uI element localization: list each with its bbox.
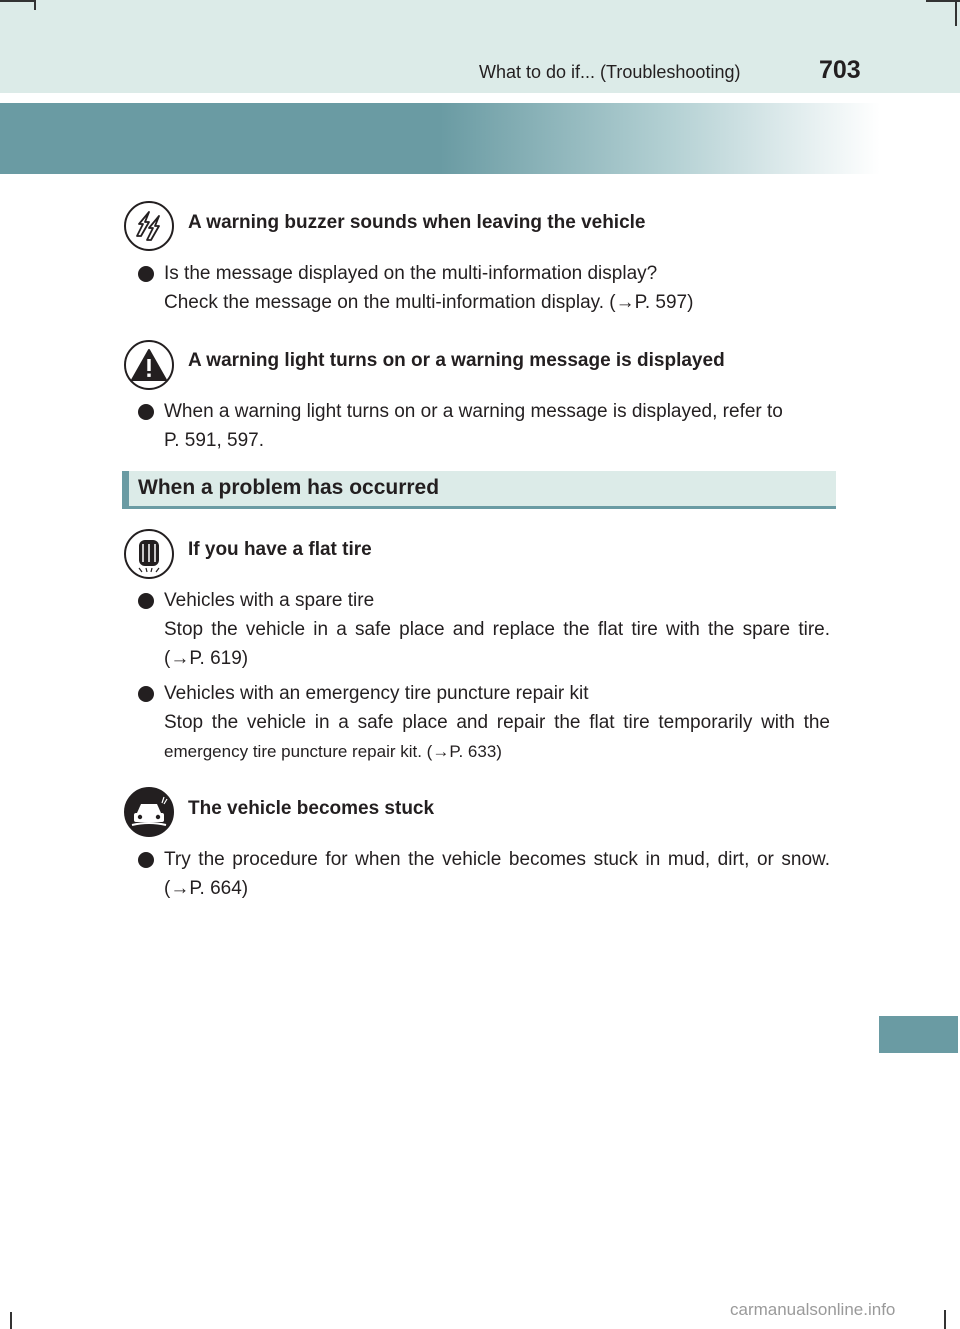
warning-buzzer-icon [124,201,174,251]
bullet-line: Stop the vehicle in a safe place and repair the flat tire temporarily with the [164,712,830,733]
bullet-line: (→P. 619) [164,648,249,669]
stuck-vehicle-icon [124,787,174,837]
bullet-text [164,259,830,317]
bullet-dot [138,593,154,609]
bullet-text [164,679,830,766]
crop-mark-bottom-left [10,1312,12,1329]
crop-mark-top-right-v [955,0,957,26]
item-heading: The vehicle becomes stuck [188,798,435,819]
bullet-text [164,586,830,673]
bullet-line: emergency tire puncture repair kit. (→P. 633) [164,742,502,761]
bullet-line: Stop the vehicle in a safe place and replace the flat tire with the spare tire. [164,619,830,640]
bullet-text [164,397,830,455]
bullet-line: P. 591, 597. [164,430,265,451]
bullet-text [164,845,830,903]
crop-mark-top-left-v [34,0,36,10]
bullet-line: When a warning light turns on or a warning message is displayed, refer to [164,401,783,422]
section-header [122,471,836,509]
section-title: When a problem has occurred [138,476,440,499]
chapter-band [0,103,880,174]
bullet-dot [138,852,154,868]
crop-mark-top-left [0,0,34,2]
item-heading: A warning light turns on or a warning message is displayed [188,350,725,371]
bullet-line: Vehicles with an emergency tire puncture repair kit [164,683,589,704]
running-header-title: What to do if... (Troubleshooting) [479,62,741,82]
bullet-dot [138,686,154,702]
flat-tire-icon [124,529,174,579]
page-number: 703 [819,56,861,84]
item-heading: A warning buzzer sounds when leaving the vehicle [188,212,646,233]
crop-mark-bottom-right [944,1310,946,1329]
watermark-text: carmanualsonline.info [730,1300,896,1319]
bullet-line: (→P. 664) [164,878,249,899]
bullet-line: Vehicles with a spare tire [164,590,375,611]
bullet-dot [138,266,154,282]
bullet-line: Check the message on the multi-information display. (→P. 597) [164,292,694,313]
exclamation-triangle-icon [124,340,174,390]
chapter-side-tab [879,1016,958,1053]
bullet-dot [138,404,154,420]
item-heading: If you have a flat tire [188,539,372,560]
bullet-line: Is the message displayed on the multi-information display? [164,263,658,284]
bullet-line: Try the procedure for when the vehicle becomes stuck in mud, dirt, or snow. [164,849,830,870]
